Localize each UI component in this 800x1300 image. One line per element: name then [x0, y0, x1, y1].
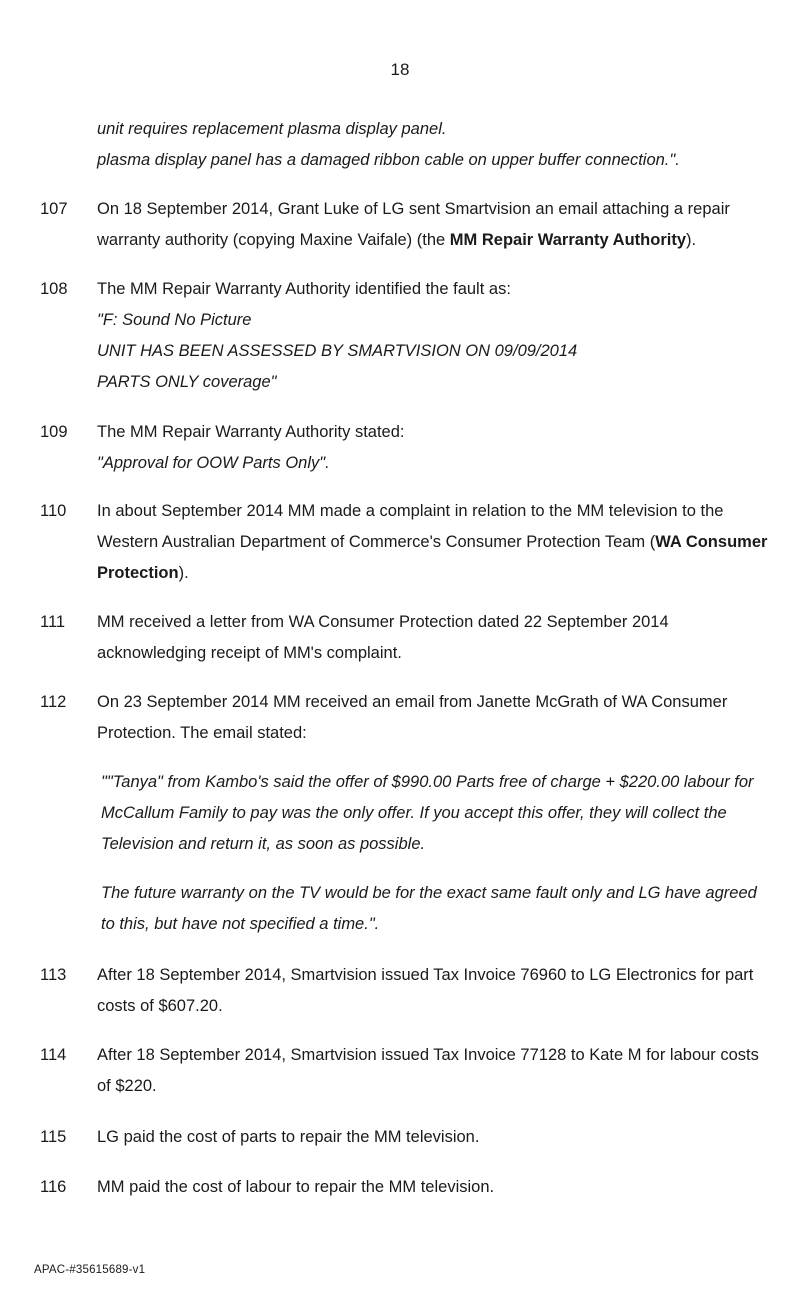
paragraph-lead: After 18 September 2014, Smartvision issued Tax Invoice 77128 to Kate M for labour costs of $220. [97, 1046, 759, 1095]
quote-line: "F: Sound No Picture [97, 311, 252, 329]
paragraph-text [97, 194, 775, 256]
quote-line: plasma display panel has a damaged ribbon cable on upper buffer connection.". [97, 151, 680, 169]
paragraph-text [97, 274, 775, 398]
quote-line: PARTS ONLY coverage" [97, 373, 277, 391]
paragraph-number: 116 [40, 1178, 67, 1196]
paragraph-lead: MM received a letter from WA Consumer Protection dated 22 September 2014 acknowledging receipt of MM's complaint. [97, 613, 669, 662]
quote-line: unit requires replacement plasma display panel. [97, 120, 447, 138]
paragraph-text [97, 1172, 775, 1203]
paragraph-number: 114 [40, 1046, 67, 1064]
paragraph-number: 110 [40, 502, 67, 520]
paragraph-text-part: ). [178, 564, 189, 582]
paragraph-number: 108 [40, 280, 68, 298]
paragraph-number: 111 [40, 613, 66, 631]
paragraph-text-part: In about September 2014 MM made a complaint in relation to the MM television to the Western Australian Department of Commerce's Consumer Protection Team ( [97, 502, 724, 551]
paragraph-text [97, 1122, 775, 1153]
paragraph-text [97, 960, 775, 1022]
defined-term: WA Consumer Protection [97, 533, 768, 582]
paragraph-lead: The MM Repair Warranty Authority stated: [97, 423, 405, 441]
paragraph-text [97, 496, 775, 589]
document-reference: APAC-#35615689-v1 [34, 1264, 146, 1276]
paragraph-text [97, 687, 775, 958]
page-number: 18 [390, 60, 410, 79]
paragraph-lead: On 23 September 2014 MM received an email from Janette McGrath of WA Consumer Protection. The email stated: [97, 693, 728, 742]
email-quote [97, 767, 775, 940]
paragraph-lead: MM paid the cost of labour to repair the MM television. [97, 1178, 495, 1196]
paragraph-text [97, 1040, 775, 1102]
quote-line: "Approval for OOW Parts Only". [97, 454, 330, 472]
paragraph-number: 115 [40, 1128, 67, 1146]
quote-paragraph: The future warranty on the TV would be for the exact same fault only and LG have agreed to this, but have not specified a time.". [101, 884, 757, 933]
paragraph-text-part: On 18 September 2014, Grant Luke of LG sent Smartvision an email attaching a repair warranty authority (copying Maxine Vaifale) (the [97, 200, 730, 249]
paragraph-text [97, 417, 775, 479]
defined-term: MM Repair Warranty Authority [449, 231, 686, 249]
paragraph-number: 109 [40, 423, 68, 441]
quote-line: UNIT HAS BEEN ASSESSED BY SMARTVISION ON 09/09/2014 [97, 342, 578, 360]
paragraph-lead: LG paid the cost of parts to repair the MM television. [97, 1128, 480, 1146]
paragraph-number: 113 [40, 966, 67, 984]
quote-paragraph: ""Tanya" from Kambo's said the offer of $990.00 Parts free of charge + $220.00 labour for McCallum Family to pay was the only offer. If you accept this offer, they will collect the Television and return it, as soon as possible. [101, 773, 754, 853]
paragraph-text [97, 607, 775, 669]
paragraph-text-part: ). [686, 231, 697, 249]
paragraph-lead: After 18 September 2014, Smartvision issued Tax Invoice 76960 to LG Electronics for part costs of $607.20. [97, 966, 754, 1015]
paragraph-lead: The MM Repair Warranty Authority identified the fault as: [97, 280, 511, 298]
paragraph-number: 112 [40, 693, 67, 711]
paragraph-number: 107 [40, 200, 68, 218]
quote-continuation [97, 114, 757, 176]
